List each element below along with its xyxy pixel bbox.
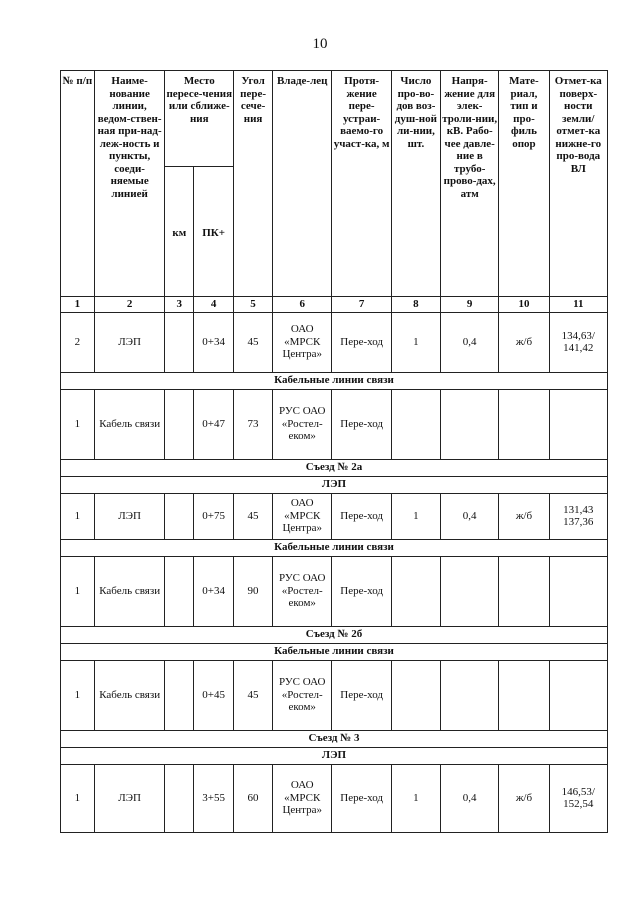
column-number: 6 [273,297,332,313]
wires-value: 1 [391,312,440,372]
line-name: ЛЭП [94,312,165,372]
column-number: 3 [165,297,194,313]
marks-value: 134,63/ 141,42 [549,312,607,372]
material-value: ж/б [499,493,549,539]
length-value: Пере-ход [332,556,391,626]
section-row [61,459,608,476]
row-number: 2 [61,312,95,372]
section-title: Съезд № 2б [61,626,608,643]
section-row [61,626,608,643]
row-number: 1 [61,556,95,626]
row-number: 1 [61,660,95,730]
section-title: ЛЭП [61,747,608,764]
table-row [61,493,608,539]
km-value [165,493,194,539]
header-name: Наиме-нование линии, ведом-ствен-ная при-над-леж-ность и пункты, соеди-няемые линией [94,71,165,297]
angle-value: 45 [234,312,273,372]
pk-value: 0+34 [194,556,234,626]
row-number: 1 [61,389,95,459]
section-title: Съезд № 3 [61,730,608,747]
header-pk: ПК+ [194,167,234,297]
header-wires: Число про-во-дов воз-душ-ной ли-нии, шт. [391,71,440,297]
pk-value: 0+34 [194,312,234,372]
km-value [165,764,194,832]
pk-value: 0+75 [194,493,234,539]
header-owner: Владе-лец [273,71,332,297]
length-value: Пере-ход [332,493,391,539]
section-row [61,372,608,389]
material-value: ж/б [499,312,549,372]
section-row [61,747,608,764]
table-row [61,660,608,730]
header-location: Место пересе-чения или сближе-ния [165,71,234,167]
line-name: ЛЭП [94,493,165,539]
section-title: Кабельные линии связи [61,643,608,660]
owner-value: РУС ОАО «Ростел-еком» [273,389,332,459]
section-title: ЛЭП [61,476,608,493]
pk-value: 0+47 [194,389,234,459]
owner-value: РУС ОАО «Ростел-еком» [273,556,332,626]
length-value: Пере-ход [332,764,391,832]
column-number: 7 [332,297,391,313]
owner-value: ОАО «МРСК Центра» [273,312,332,372]
column-number: 10 [499,297,549,313]
angle-value: 90 [234,556,273,626]
pk-value: 3+55 [194,764,234,832]
column-number: 2 [94,297,165,313]
marks-value: 146,53/ 152,54 [549,764,607,832]
marks-value [549,660,607,730]
section-title: Кабельные линии связи [61,539,608,556]
section-row [61,730,608,747]
section-row [61,476,608,493]
section-title: Съезд № 2а [61,459,608,476]
material-value [499,556,549,626]
header-marks: Отмет-ка поверх-ности земли/ отмет-ка нижне-го про-вода ВЛ [549,71,607,297]
material-value: ж/б [499,764,549,832]
column-number: 4 [194,297,234,313]
marks-value [549,556,607,626]
voltage-value [440,660,498,730]
km-value [165,389,194,459]
length-value: Пере-ход [332,312,391,372]
header-km: км [165,167,194,297]
pk-value: 0+45 [194,660,234,730]
km-value [165,556,194,626]
material-value [499,660,549,730]
voltage-value: 0,4 [440,493,498,539]
column-number: 1 [61,297,95,313]
owner-value: РУС ОАО «Ростел-еком» [273,660,332,730]
page-number: 10 [312,36,328,52]
angle-value: 73 [234,389,273,459]
row-number: 1 [61,493,95,539]
line-name: Кабель связи [94,660,165,730]
header-length: Протя-жение пере-устраи-ваемо-го участ-ка, м [332,71,391,297]
column-number: 11 [549,297,607,313]
length-value: Пере-ход [332,389,391,459]
wires-value: 1 [391,493,440,539]
header-voltage: Напря-жение для элек-троли-нии, кВ. Рабо-чее давле-ние в трубо-прово-дах, атм [440,71,498,297]
angle-value: 60 [234,764,273,832]
voltage-value [440,556,498,626]
wires-value [391,389,440,459]
km-value [165,312,194,372]
table-row [61,556,608,626]
row-number: 1 [61,764,95,832]
header-num: № п/п [61,71,95,297]
line-name: ЛЭП [94,764,165,832]
header-material: Мате-риал, тип и про-филь опор [499,71,549,297]
wires-value [391,556,440,626]
line-name: Кабель связи [94,389,165,459]
owner-value: ОАО «МРСК Центра» [273,764,332,832]
line-name: Кабель связи [94,556,165,626]
owner-value: ОАО «МРСК Центра» [273,493,332,539]
section-title: Кабельные линии связи [61,372,608,389]
table-row [61,312,608,372]
section-row [61,643,608,660]
header-angle: Угол пере-сече-ния [234,71,273,297]
wires-value [391,660,440,730]
voltage-value [440,389,498,459]
column-number: 5 [234,297,273,313]
table-row [61,389,608,459]
angle-value: 45 [234,660,273,730]
voltage-value: 0,4 [440,312,498,372]
voltage-value: 0,4 [440,764,498,832]
wires-value: 1 [391,764,440,832]
length-value: Пере-ход [332,660,391,730]
angle-value: 45 [234,493,273,539]
section-row [61,539,608,556]
column-number: 8 [391,297,440,313]
marks-value: 131,43 137,36 [549,493,607,539]
column-number: 9 [440,297,498,313]
crossings-table [60,70,608,833]
table-row [61,764,608,832]
material-value [499,389,549,459]
marks-value [549,389,607,459]
km-value [165,660,194,730]
